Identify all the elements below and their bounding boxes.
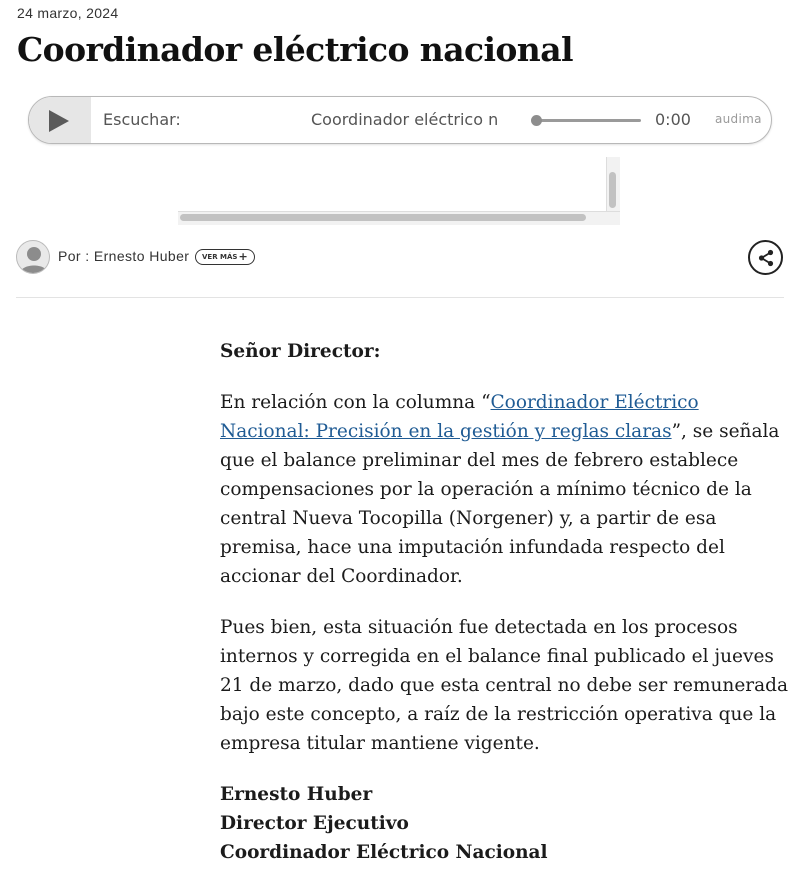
divider (16, 297, 784, 298)
play-icon (48, 109, 70, 133)
signature (220, 780, 790, 867)
author-name[interactable]: Por : Ernesto Huber (58, 248, 190, 264)
ver-mas-button[interactable] (195, 249, 255, 265)
ver-mas-label: VER MÁS (202, 253, 238, 261)
paragraph-1 (220, 388, 790, 591)
embed-scroll-frame (178, 157, 622, 227)
play-button[interactable] (29, 97, 91, 143)
vertical-scrollbar-thumb[interactable] (609, 172, 616, 208)
plus-icon: + (238, 250, 248, 263)
time-readout: 0:00 (655, 110, 691, 129)
audio-player (28, 96, 772, 144)
publish-date: 24 marzo, 2024 (17, 5, 119, 21)
author-avatar[interactable] (16, 240, 50, 274)
paragraph-1-before: En relación con la columna “ (220, 392, 491, 413)
salutation: Señor Director: (220, 341, 381, 362)
listen-label: Escuchar: (103, 110, 181, 129)
share-icon (757, 249, 775, 267)
horizontal-scrollbar-thumb[interactable] (180, 214, 586, 221)
paragraph-2: Pues bien, esta situación fue detectada en los procesos internos y corregida en el balance final publicado el jueves 21 de marzo, dado que esta central no debe ser remunerada bajo este concepto, a raíz de la restricción operativa que la empresa titular mantiene vigente. (220, 617, 789, 754)
paragraph-1-after: ”, se señala que el balance preliminar del mes de febrero establece compensaciones por la operación a mínimo técnico de la central Nueva Tocopilla (Norgener) y, a partir de esa premisa, hace una imputación infundada respecto del accionar del Coordinador. (220, 421, 780, 587)
user-avatar-icon (17, 241, 50, 274)
audima-logo[interactable]: audima (715, 112, 762, 126)
page-title: Coordinador eléctrico nacional (17, 30, 573, 69)
signature-organization: Coordinador Eléctrico Nacional (220, 842, 548, 863)
signature-name: Ernesto Huber (220, 784, 373, 805)
signature-role: Director Ejecutivo (220, 813, 409, 834)
progress-slider[interactable] (535, 119, 641, 122)
column-link[interactable]: Coordinador Eléctrico Nacional: Precisión en la gestión y reglas claras (220, 392, 699, 442)
progress-knob[interactable] (531, 115, 542, 126)
share-button[interactable] (748, 240, 783, 275)
track-title: Coordinador eléctrico n (311, 110, 499, 129)
article-body (220, 337, 790, 867)
